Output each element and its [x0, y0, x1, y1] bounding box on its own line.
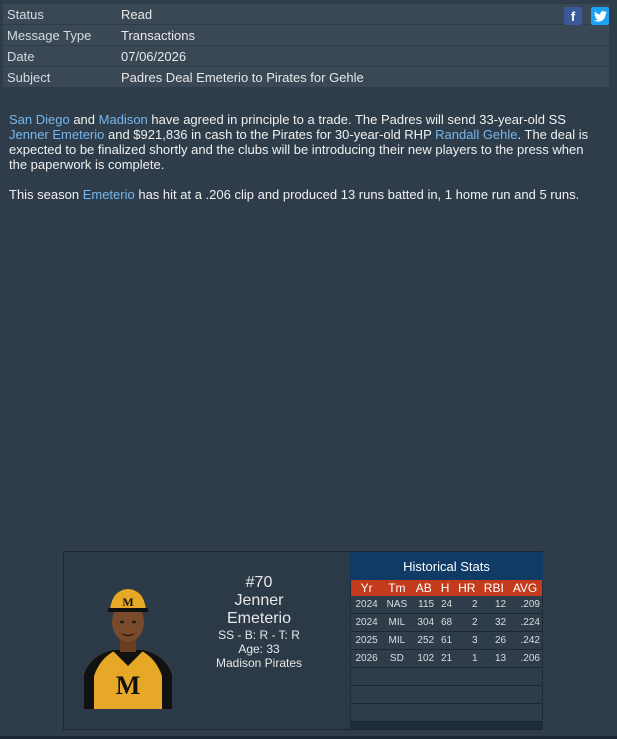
- stats-row: [351, 650, 542, 668]
- article-body: [9, 112, 594, 217]
- cell: 2: [454, 596, 479, 614]
- player-team[interactable]: Madison Pirates: [215, 656, 303, 670]
- facebook-share-button[interactable]: [564, 7, 582, 25]
- cell: 32: [480, 614, 509, 632]
- meta-row-subject: [3, 67, 609, 87]
- meta-key: Date: [7, 48, 35, 64]
- stats-row: [351, 596, 542, 614]
- meta-value: 07/06/2026: [121, 48, 187, 64]
- meta-row-date: [3, 46, 609, 66]
- stats-row: [351, 614, 542, 632]
- meta-value: Padres Deal Emeterio to Pirates for Gehle: [121, 69, 364, 85]
- meta-key: Status: [7, 6, 44, 22]
- cell: MIL: [382, 632, 411, 650]
- cell: 252: [411, 632, 436, 650]
- cell: 3: [454, 632, 479, 650]
- col-header[interactable]: Yr: [351, 580, 382, 596]
- cell: 2024: [351, 614, 382, 632]
- stats-row: [351, 632, 542, 650]
- social-share: [564, 7, 609, 25]
- historical-stats-panel: [350, 552, 543, 729]
- player-first-name[interactable]: Jenner: [234, 592, 284, 609]
- player-last-name[interactable]: Emeterio: [226, 610, 292, 627]
- cell: 61: [436, 632, 454, 650]
- cell: 21: [436, 650, 454, 668]
- jersey-letter: M: [115, 671, 141, 700]
- cell: MIL: [382, 614, 411, 632]
- message-meta-table: [3, 4, 609, 88]
- meta-value: Transactions: [121, 27, 195, 43]
- player-link-jenner-emeterio[interactable]: Jenner Emeterio: [9, 127, 105, 142]
- cell: 2: [454, 614, 479, 632]
- cell: 2026: [351, 650, 382, 668]
- cell: 2024: [351, 596, 382, 614]
- player-portrait[interactable]: [82, 576, 174, 709]
- cell: .206: [508, 650, 542, 668]
- cell: 2025: [351, 632, 382, 650]
- meta-key: Subject: [7, 69, 51, 85]
- stats-empty-row: [351, 686, 542, 704]
- player-position-bats-throws: SS - B: R - T: R: [218, 628, 300, 642]
- col-header[interactable]: AVG: [508, 580, 542, 596]
- stats-header-row: [351, 580, 542, 596]
- meta-value: Read: [121, 6, 153, 22]
- cell: 102: [411, 650, 436, 668]
- cell: 1: [454, 650, 479, 668]
- cell: 115: [411, 596, 436, 614]
- twitter-share-button[interactable]: [591, 7, 609, 25]
- player-link-emeterio[interactable]: Emeterio: [82, 187, 135, 202]
- article-paragraph: This season Emeterio has hit at a .206 clip and produced 13 runs batted in, 1 home run and 5 runs.: [9, 187, 580, 202]
- stats-empty-row: [351, 668, 542, 686]
- team-link-madison[interactable]: Madison: [98, 112, 148, 127]
- player-card: [63, 551, 543, 730]
- cell: NAS: [382, 596, 411, 614]
- player-number: #70: [245, 574, 273, 591]
- col-header[interactable]: RBI: [480, 580, 509, 596]
- cell: SD: [382, 650, 411, 668]
- col-header[interactable]: H: [436, 580, 454, 596]
- cell: .242: [508, 632, 542, 650]
- meta-row-status: [3, 4, 609, 24]
- cell: 24: [436, 596, 454, 614]
- cell: 13: [480, 650, 509, 668]
- player-age: Age: 33: [238, 642, 280, 656]
- stats-empty-row: [351, 704, 542, 722]
- cell: 304: [411, 614, 436, 632]
- cap-letter: M: [122, 595, 134, 609]
- meta-key: Message Type: [7, 27, 92, 43]
- player-info: [194, 574, 324, 670]
- player-link-randall-gehle[interactable]: Randall Gehle: [435, 127, 518, 142]
- meta-row-message-type: [3, 25, 609, 45]
- cell: 12: [480, 596, 509, 614]
- col-header[interactable]: AB: [411, 580, 436, 596]
- cell: 68: [436, 614, 454, 632]
- twitter-icon: [594, 11, 607, 22]
- cell: .224: [508, 614, 542, 632]
- stats-table: [351, 580, 542, 722]
- stats-title: Historical Stats: [350, 552, 543, 580]
- facebook-icon: f: [570, 8, 576, 24]
- col-header[interactable]: HR: [454, 580, 479, 596]
- team-link-san-diego[interactable]: San Diego: [9, 112, 70, 127]
- col-header[interactable]: Tm: [382, 580, 411, 596]
- cell: .209: [508, 596, 542, 614]
- article-paragraph: San Diego and Madison have agreed in principle to a trade. The Padres will send 33-year-old SS Jenner Emeterio and $921,836 in cash to the Pirates for 30-year-old RHP Randall Gehle. The deal is expected to be finalized shortly and the clubs will be introducing their new players to the press when the paperwork is complete.: [9, 112, 589, 172]
- cell: 26: [480, 632, 509, 650]
